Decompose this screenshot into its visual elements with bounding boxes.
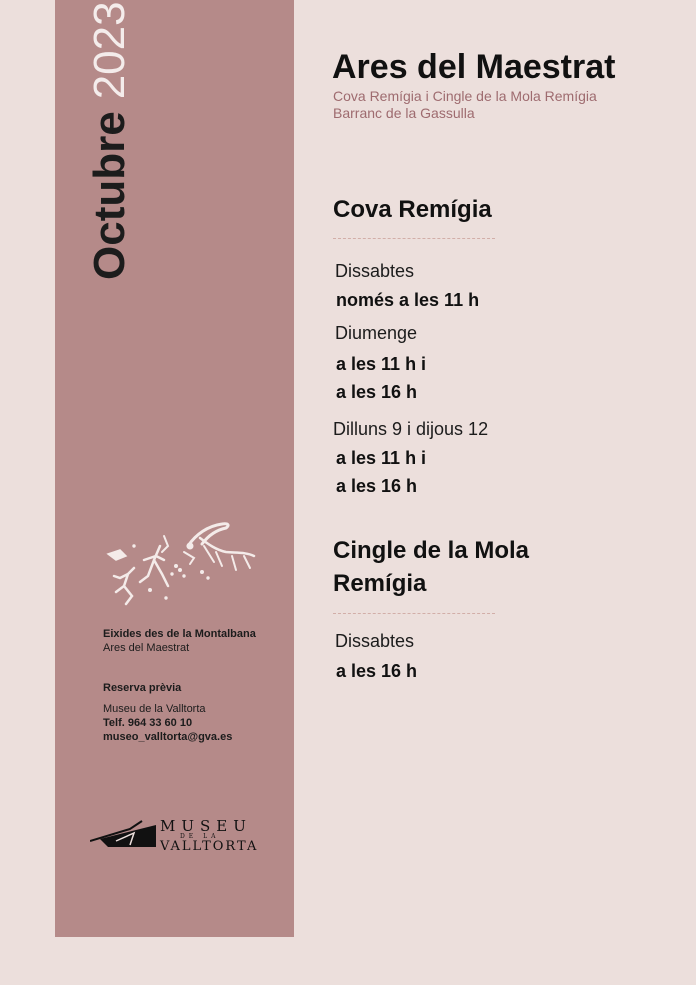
logo-line1: MUSEU [160,817,252,835]
schedule-day: Dissabtes [335,631,415,651]
logo-line2: DE LA [180,833,220,840]
section-divider [333,238,495,239]
booking-contact [103,702,232,744]
section-divider [333,613,495,614]
departure-info [103,627,256,655]
departure-title: Eixides des de la Montalbana [103,628,256,640]
museum-logo [90,815,262,855]
subtitle-sites: Cova Remígia i Cingle de la Mola Remígia [333,88,597,104]
email-link[interactable]: museo_valltorta@gva.es [103,731,233,743]
schedule-time: a les 11 h i [336,448,427,468]
subtitle-ravine: Barranc de la Gassulla [333,105,475,121]
schedule-time: a les 16 h [336,476,418,496]
schedule-day: Dissabtes [335,261,415,281]
rock-art-illustration [104,516,260,610]
page-title: Ares del Maestrat [332,48,616,86]
schedule-day: Dilluns 9 i dijous 12 [333,419,489,439]
section-title-cingle-line1: Cingle de la Mola [333,537,530,564]
section-title-cova-remigia: Cova Remígia [333,196,492,223]
schedule-day: Diumenge [335,323,418,343]
departure-place: Ares del Maestrat [103,642,190,654]
logo-line3: VALLTORTA [160,839,259,854]
schedule-time: a les 16 h [336,661,418,681]
section-title-cingle-line2: Remígia [333,570,427,597]
month-text: Octubre [85,111,134,280]
booking-org: Museu de la Valltorta [103,703,206,715]
logo-mark-icon [90,819,156,851]
booking-title: Reserva prèvia [103,682,182,694]
schedule-time: només a les 11 h [336,290,480,310]
schedule-time: a les 11 h i [336,354,427,374]
year-text: 2023 [85,1,134,100]
month-year-label [85,1,134,280]
phone-number[interactable]: Telf. 964 33 60 10 [103,717,193,729]
schedule-time: a les 16 h [336,382,418,402]
booking-info [103,681,181,695]
